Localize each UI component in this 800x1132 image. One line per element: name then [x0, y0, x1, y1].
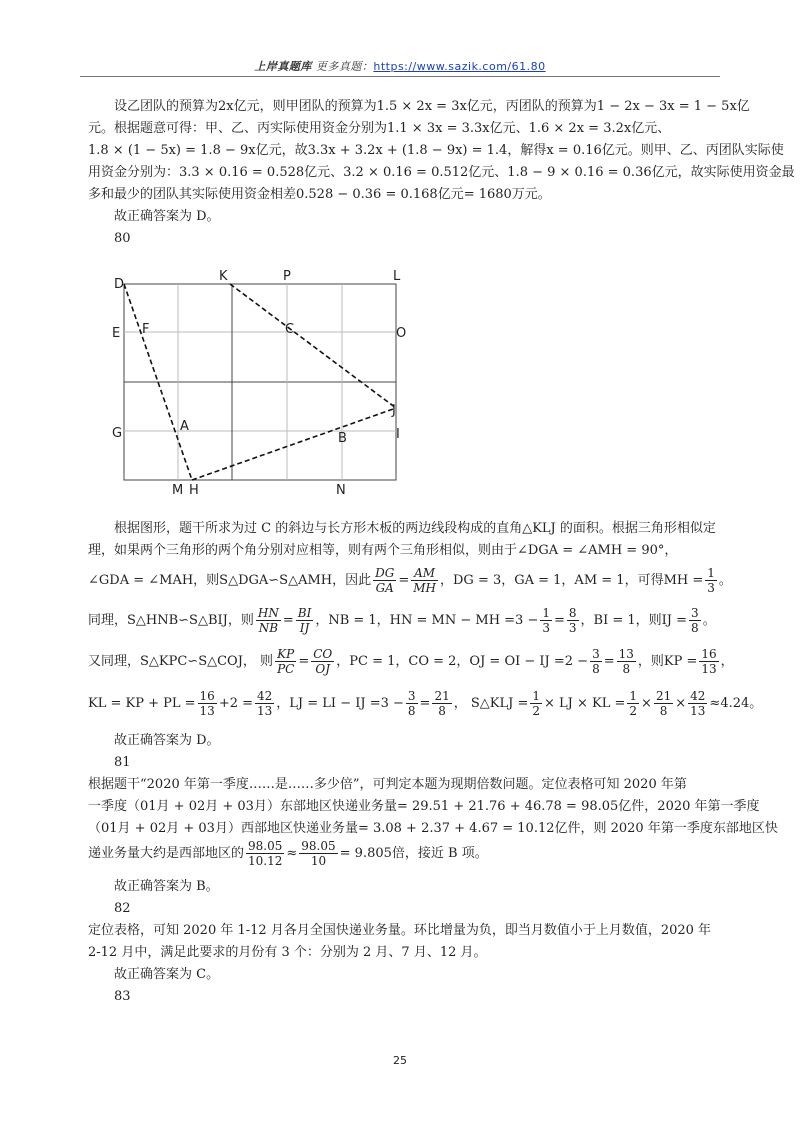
label-G: G: [112, 426, 123, 441]
label-L: L: [393, 269, 401, 284]
q79-line-5: 多和最少的团队其实际使用资金相差0.528 − 0.36 = 0.168亿元= 1680万元。: [88, 187, 551, 202]
line-KJ: [230, 284, 396, 408]
q82-line-2: 2-12 月中，满足此要求的月份有 3 个：分别为 2 月、7 月、12 月。: [88, 945, 487, 960]
q79-line-2: 元。根据题意可得：甲、乙、丙实际使用资金分别为1.1 × 3x = 3.3x亿元、1.6 × 2x = 3.2x亿元、: [88, 121, 671, 136]
q80-text-2: 理，如果两个三角形的两个角分别对应相等，则有两个三角形相似，则由于∠DGA = ∠AMH = 90°，: [88, 543, 678, 558]
q80-answer: 故正确答案为 D。: [114, 733, 220, 748]
page-number: 25: [393, 1054, 407, 1067]
label-F: F: [142, 322, 150, 337]
label-N: N: [336, 483, 346, 498]
q82-line-1: 定位表格，可知 2020 年 1-12 月各月全国快递业务量。环比增量为负，即当月数值小于上月数值，2020 年: [88, 923, 712, 938]
q79-line-1: 设乙团队的预算为2x亿元，则甲团队的预算为1.5 × 2x = 3x亿元，丙团队的预算为1 − 2x − 3x = 1 − 5x亿: [114, 99, 750, 114]
label-K: K: [219, 269, 228, 284]
label-O: O: [396, 326, 407, 341]
label-H: H: [189, 483, 199, 498]
q81-line-1: 根据题干“2020 年第一季度……是……多少倍”，可判定本题为现期倍数问题。定位表格可知 2020 年第: [88, 777, 687, 792]
q79-answer: 故正确答案为 D。: [114, 209, 220, 224]
q82-number: 82: [114, 901, 131, 916]
header-link[interactable]: https://www.sazik.com/61.80: [373, 60, 546, 73]
label-P: P: [283, 269, 291, 284]
q81-number: 81: [114, 755, 131, 770]
q80-text-5: 又同理，S△KPC∽S△COJ， 则 $\frac{KP}{PC}$ = $\frac{CO}{OJ}$ ，PC = 1，CO = 2，OJ = OI − IJ =2 − $\frac{3}{8}$ = $\frac{13}{8}$ ，则KP = $\frac{16}{13}$ ，: [88, 647, 734, 676]
q80-text-1: 根据图形，题干所求为过 C 的斜边与长方形木板的两边线段构成的直角△KLJ 的面积。根据三角形相似定: [114, 521, 716, 536]
q81-answer: 故正确答案为 B。: [114, 879, 219, 894]
q79-line-4: 用资金分别为：3.3 × 0.16 = 0.528亿元、3.2 × 0.16 = 0.512亿元、1.8 − 9 × 0.16 = 0.36亿元，故实际使用资金最: [88, 165, 795, 180]
q80-text-3: ∠GDA = ∠MAH，则S△DGA∽S△AMH，因此 $\frac{DG}{GA}$ = $\frac{AM}{MH}$ ，DG = 3，GA = 1，AM = 1，可得MH = $\frac{1}{3}$ 。: [88, 566, 732, 595]
q80-text-6: KL = KP + PL = $\frac{16}{13}$ +2 = $\frac{42}{13}$ ，LJ = LI − IJ =3 − $\frac{3}{8}$ = $\frac{21}{8}$ ， S△KLJ = $\frac{1}{2}$ × LJ × KL = $\frac{1}{2}$ × $\frac{21}{8}$ × $\frac{42}{13}$ ≈4.24。: [88, 689, 763, 718]
label-M: M: [172, 483, 184, 498]
q80-number: 80: [114, 231, 131, 246]
label-A: A: [180, 419, 189, 434]
q80-figure: [100, 262, 420, 502]
q81-line-2: 一季度（01月 + 02月 + 03月）东部地区快递业务量= 29.51 + 21.76 + 46.78 = 98.05亿件，2020 年第一季度: [88, 799, 760, 814]
q82-answer: 故正确答案为 C。: [114, 967, 220, 982]
figure-grid: [124, 284, 396, 480]
label-D: D: [114, 277, 125, 292]
label-C: C: [285, 322, 295, 337]
page-header: [0, 58, 800, 74]
label-I: I: [396, 427, 400, 442]
label-J: J: [392, 403, 396, 418]
header-source: 上岸真题库: [254, 60, 312, 73]
q81-line-3: （01月 + 02月 + 03月）西部地区快递业务量= 3.08 + 2.37 + 4.67 = 10.12亿件，则 2020 年第一季度东部地区快: [88, 821, 778, 836]
label-E: E: [112, 326, 121, 341]
q81-line-4: 递业务量大约是西部地区的 $\frac{98.05}{10.12}$ ≈ $\frac{98.05}{10}$ = 9.805倍，接近 B 项。: [88, 839, 488, 868]
q79-line-3: 1.8 × (1 − 5x) = 1.8 − 9x亿元，故3.3x + 3.2x + (1.8 − 9x) = 1.4，解得x = 0.16亿元。则甲、乙、丙团队实际使: [88, 143, 784, 158]
header-rule: [80, 76, 720, 77]
q83-number: 83: [114, 989, 131, 1004]
q80-text-4: 同理，S△HNB∽S△BIJ，则 $\frac{HN}{NB}$ = $\frac{BI}{IJ}$ ，NB = 1，HN = MN − MH =3 − $\frac{1}{3}$ = $\frac{8}{3}$ ，BI = 1，则IJ = $\frac{3}{8}$ 。: [88, 606, 716, 635]
header-sep: 更多真题：: [311, 60, 374, 73]
label-B: B: [338, 431, 347, 446]
line-HJ: [192, 408, 396, 480]
